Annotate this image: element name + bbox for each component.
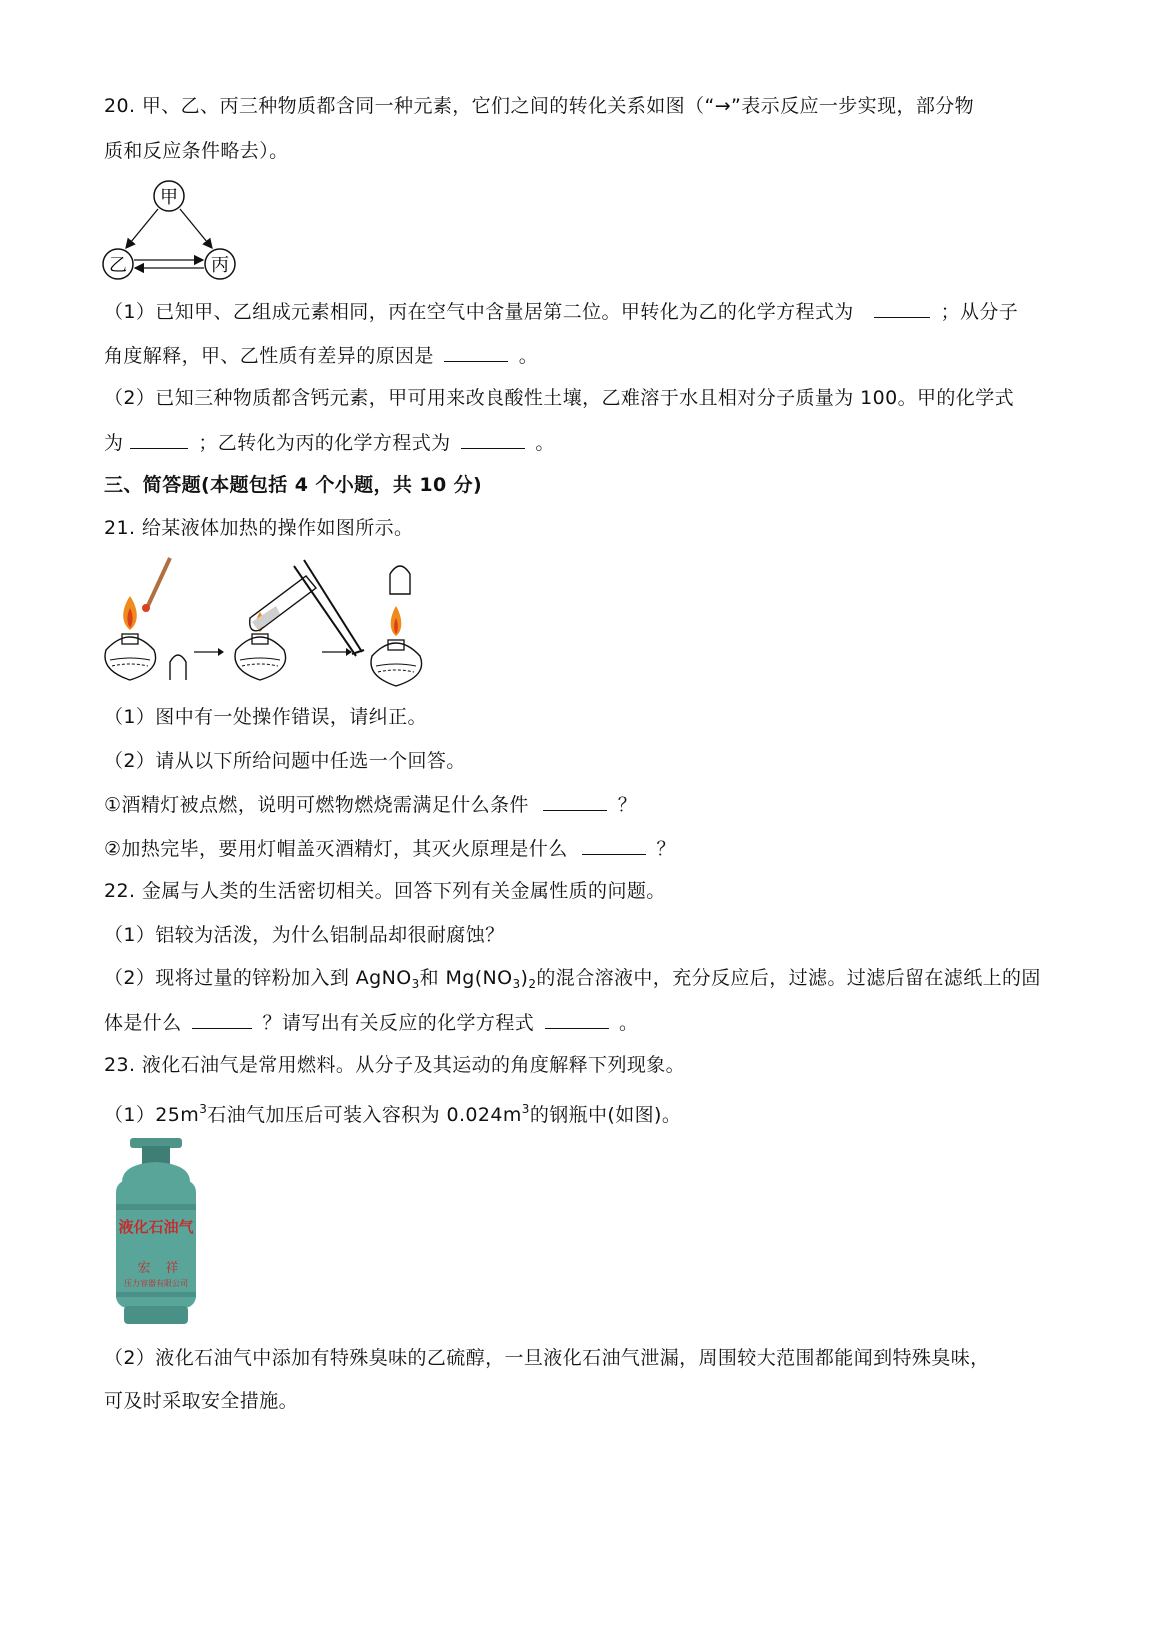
arrow-jia-to-yi — [126, 209, 158, 248]
q22-text-d: 的混合溶液中，充分反应后，过滤。过滤后留在滤纸上的固 — [536, 967, 1041, 989]
q20-part1-line1 — [104, 299, 1018, 324]
q21-line1: 21. 给某液体加热的操作如图所示。 — [104, 517, 414, 539]
q21-option1 — [104, 792, 637, 817]
q22-part1: （1）铝较为活泼，为什么铝制品却很耐腐蚀？ — [104, 924, 505, 946]
cylinder-brand-2: 祥 — [165, 1261, 179, 1276]
q20-part2-text-c: ；乙转化为丙的化学方程式为 — [198, 432, 451, 454]
q22-sub3: 2 — [528, 977, 537, 991]
answer-blank-4[interactable] — [461, 430, 525, 449]
q20-part1-text-c: 角度解释，甲、乙性质有差异的原因是 — [104, 345, 434, 367]
arrow-icon-2 — [322, 648, 352, 656]
lamp-cap-above-icon — [390, 566, 410, 594]
node-bing-label: 丙 — [211, 255, 229, 276]
q21-option2 — [104, 836, 676, 861]
q23-part2-line2: 可及时采取安全措施。 — [104, 1390, 299, 1412]
q22-text-e: 体是什么 — [104, 1012, 182, 1034]
q20-part1-text-d: 。 — [518, 345, 539, 367]
q22-text-a: （2）现将过量的锌粉加入到 AgNO — [104, 967, 412, 989]
answer-blank-7[interactable] — [192, 1010, 252, 1029]
q23-text-b: 石油气加压后可装入容积为 0.024m — [207, 1104, 522, 1126]
q23-text-a: （1）25m — [104, 1104, 200, 1126]
q20-part2-text-b: 为 — [104, 432, 124, 454]
q22-line1: 22. 金属与人类的生活密切相关。回答下列有关金属性质的问题。 — [104, 880, 666, 902]
cylinder-brand: 宏 — [137, 1261, 151, 1276]
q22-text-f: ？请写出有关反应的化学方程式 — [262, 1012, 535, 1034]
q20-part1-line2 — [104, 343, 538, 368]
answer-blank-6[interactable] — [582, 836, 646, 855]
q20-part1-text-b: ；从分子 — [940, 301, 1019, 323]
answer-blank-8[interactable] — [545, 1010, 609, 1029]
answer-blank-2[interactable] — [444, 343, 508, 362]
q21-option1-text: ①酒精灯被点燃，说明可燃物燃烧需满足什么条件 — [104, 794, 529, 816]
cylinder-maker: 压力容器有限公司 — [124, 1279, 188, 1288]
q23-sup2: 3 — [521, 1102, 530, 1116]
q20-part2-text-d: 。 — [535, 432, 555, 454]
q20-line2: 质和反应条件略去）。 — [104, 140, 289, 162]
q22-sub2: 3 — [512, 977, 521, 991]
q22-part2-line1 — [104, 966, 1041, 996]
q22-text-b: 和 Mg(NO — [419, 967, 513, 989]
q23-sup1: 3 — [199, 1102, 208, 1116]
q22-text-g: 。 — [619, 1012, 639, 1034]
q22-part2-line2 — [104, 1010, 638, 1035]
q20-part2-line1: （2）已知三种物质都含钙元素，甲可用来改良酸性土壤，乙难溶于水且相对分子质量为 100。甲的化学式 — [104, 387, 1014, 409]
q20-part1-text-a: （1）已知甲、乙组成元素相同，丙在空气中含量居第二位。甲转化为乙的化学方程式为 — [104, 301, 854, 323]
q21-part1: （1）图中有一处操作错误，请纠正。 — [104, 706, 427, 728]
gas-cylinder-image — [106, 1134, 206, 1334]
arrow-icon — [194, 648, 224, 656]
q23-text-c: 的钢瓶中(如图)。 — [529, 1104, 682, 1126]
answer-blank-5[interactable] — [543, 792, 607, 811]
node-jia-label: 甲 — [160, 187, 178, 208]
answer-blank-3[interactable] — [130, 430, 188, 449]
match-icon — [142, 558, 170, 612]
section-3-title: 三、简答题(本题包括 4 个小题，共 10 分) — [104, 474, 483, 496]
test-tube-holder-icon — [294, 560, 364, 656]
node-yi-label: 乙 — [109, 255, 127, 276]
alcohol-lamp-extinguish-icon — [371, 606, 422, 686]
q21-part2: （2）请从以下所给问题中任选一个回答。 — [104, 750, 466, 772]
q22-sub1: 3 — [411, 977, 420, 991]
arrow-jia-to-bing — [180, 209, 212, 248]
q21-option2-text: ②加热完毕，要用灯帽盖灭酒精灯，其灭火原理是什么 — [104, 838, 568, 860]
q23-part2-line1: （2）液化石油气中添加有特殊臭味的乙硫醇，一旦液化石油气泄漏，周围较大范围都能闻到特殊臭味， — [104, 1347, 990, 1369]
q21-option2-qmark: ？ — [656, 838, 676, 860]
conversion-diagram — [100, 178, 240, 282]
q20-line1: 20. 甲、乙、丙三种物质都含同一种元素，它们之间的转化关系如图（“→”表示反应一步实现，部分物 — [104, 95, 975, 117]
answer-blank-1[interactable] — [874, 299, 930, 318]
q23-part1 — [104, 1097, 681, 1127]
lamp-cap-icon — [170, 655, 186, 680]
cylinder-label: 液化石油气 — [118, 1218, 194, 1236]
q23-line1: 23. 液化石油气是常用燃料。从分子及其运动的角度解释下列现象。 — [104, 1054, 686, 1076]
heating-procedure-figure — [100, 552, 440, 692]
q22-text-c: ) — [520, 967, 529, 989]
q20-part2-line2 — [104, 430, 555, 455]
q21-option1-qmark: ？ — [617, 794, 638, 816]
